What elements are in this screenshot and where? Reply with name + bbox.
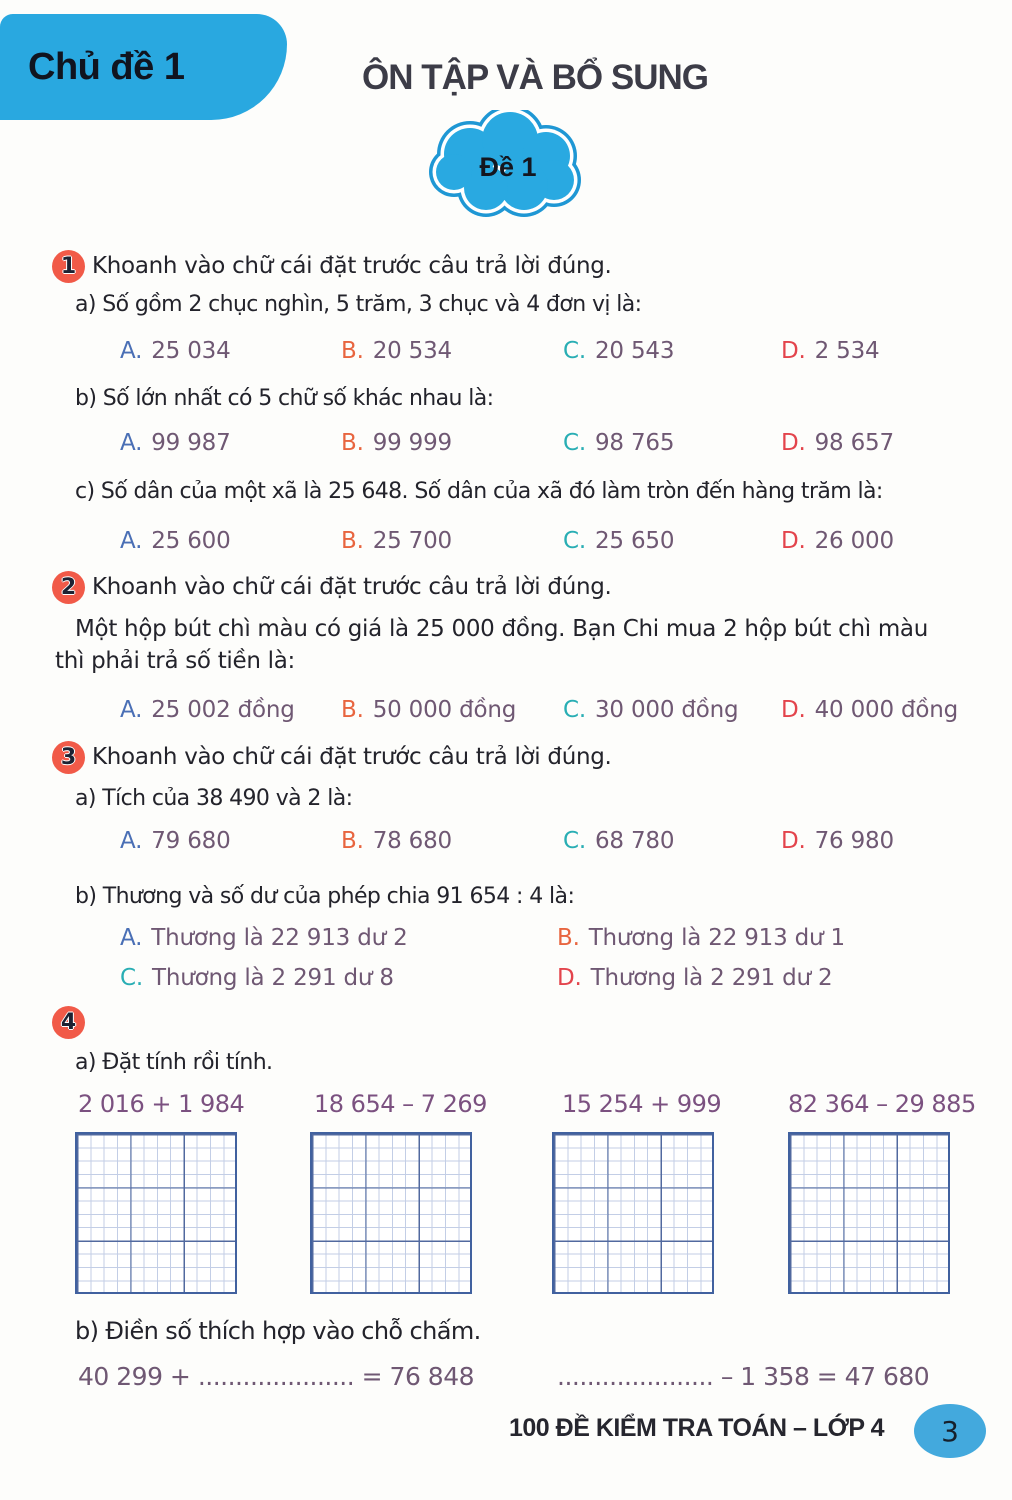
option-d bbox=[557, 965, 832, 991]
option-a bbox=[120, 528, 231, 554]
question-4a bbox=[0, 1050, 1012, 1086]
question-2-number-badge: 2 bbox=[52, 571, 85, 604]
option-value: 25 002 đồng bbox=[151, 697, 295, 723]
option-letter: A. bbox=[120, 925, 143, 951]
option-letter: C. bbox=[120, 965, 143, 991]
question-3-number-badge: 3 bbox=[52, 741, 85, 774]
option-value: 20 543 bbox=[594, 338, 675, 364]
option-a bbox=[120, 430, 231, 456]
option-value: 76 980 bbox=[814, 828, 894, 854]
question-1-header bbox=[0, 250, 1012, 286]
option-letter: D. bbox=[781, 430, 806, 456]
option-a bbox=[120, 828, 231, 854]
question-1-prompt: Khoanh vào chữ cái đặt trước câu trả lời đúng. bbox=[92, 253, 612, 279]
question-1a bbox=[0, 292, 1012, 328]
footer-book-title: 100 ĐỀ KIỂM TRA TOÁN – LỚP 4 bbox=[508, 1414, 884, 1442]
option-letter: A. bbox=[120, 430, 143, 456]
page-number-badge: 3 bbox=[914, 1404, 986, 1458]
option-value: 98 765 bbox=[594, 430, 675, 456]
option-letter: D. bbox=[781, 828, 806, 854]
option-value: 2 534 bbox=[814, 338, 880, 364]
option-a bbox=[120, 697, 295, 723]
option-letter: B. bbox=[557, 925, 580, 951]
option-c bbox=[120, 965, 394, 991]
option-letter: D. bbox=[781, 697, 806, 723]
option-c bbox=[563, 828, 674, 854]
calc-grid bbox=[552, 1132, 714, 1294]
option-d bbox=[781, 697, 958, 723]
question-2-body-line1 bbox=[0, 616, 1012, 652]
option-letter: A. bbox=[120, 338, 143, 364]
question-3-prompt: Khoanh vào chữ cái đặt trước câu trả lời đúng. bbox=[92, 744, 612, 770]
question-text: Một hộp bút chì màu có giá là 25 000 đồng. Bạn Chi mua 2 hộp bút chì màu bbox=[75, 616, 928, 642]
option-b bbox=[341, 528, 452, 554]
option-value: Thương là 22 913 dư 1 bbox=[588, 925, 845, 951]
option-letter: D. bbox=[781, 338, 806, 364]
question-4-header bbox=[0, 1006, 1012, 1042]
question-4b bbox=[0, 1317, 1012, 1353]
option-value: Thương là 2 291 dư 8 bbox=[151, 965, 394, 991]
fill-blank-equation: ..................... – 1 358 = 47 680 bbox=[557, 1362, 930, 1391]
question-2-options bbox=[0, 697, 1012, 733]
option-c bbox=[563, 528, 674, 554]
question-2-body-line2 bbox=[0, 648, 1012, 684]
question-3a-options bbox=[0, 828, 1012, 864]
option-letter: C. bbox=[563, 697, 586, 723]
question-3a bbox=[0, 786, 1012, 822]
question-1c bbox=[0, 479, 1012, 515]
option-d bbox=[781, 528, 894, 554]
option-a bbox=[120, 925, 408, 951]
calc-expression: 82 364 – 29 885 bbox=[788, 1090, 976, 1118]
exam-title-cloud bbox=[428, 110, 588, 220]
page-title: ÔN TẬP VÀ BỔ SUNG bbox=[361, 58, 708, 97]
question-3-header bbox=[0, 741, 1012, 777]
question-4-number-badge: 4 bbox=[52, 1006, 85, 1039]
question-4b-fills bbox=[0, 1362, 1012, 1398]
option-value: 79 680 bbox=[151, 828, 231, 854]
question-1c-options bbox=[0, 528, 1012, 564]
option-value: 98 657 bbox=[814, 430, 894, 456]
option-a bbox=[120, 338, 231, 364]
exam-title: Đề 1 bbox=[479, 152, 537, 182]
option-value: 40 000 đồng bbox=[814, 697, 959, 723]
option-letter: B. bbox=[341, 430, 364, 456]
question-1b bbox=[0, 386, 1012, 422]
option-value: 25 600 bbox=[151, 528, 231, 554]
calc-expression: 18 654 – 7 269 bbox=[314, 1090, 487, 1118]
option-letter: B. bbox=[341, 338, 364, 364]
part-label: b) Số lớn nhất có 5 chữ số khác nhau là: bbox=[75, 386, 494, 411]
option-letter: B. bbox=[341, 697, 364, 723]
question-2-prompt: Khoanh vào chữ cái đặt trước câu trả lời đúng. bbox=[92, 574, 612, 600]
option-letter: B. bbox=[341, 528, 364, 554]
option-value: 25 034 bbox=[151, 338, 231, 364]
option-b bbox=[341, 338, 452, 364]
chapter-badge-label: Chủ đề 1 bbox=[28, 45, 185, 88]
part-label: a) Tích của 38 490 và 2 là: bbox=[75, 786, 353, 811]
option-letter: A. bbox=[120, 528, 143, 554]
option-d bbox=[781, 338, 879, 364]
option-b bbox=[557, 925, 845, 951]
question-1b-options bbox=[0, 430, 1012, 466]
question-3b bbox=[0, 884, 1012, 920]
option-value: 20 534 bbox=[372, 338, 452, 364]
option-value: 50 000 đồng bbox=[372, 697, 517, 723]
option-value: 99 999 bbox=[372, 430, 452, 456]
part-label: b) Thương và số dư của phép chia 91 654 : 4 là: bbox=[75, 884, 575, 909]
option-d bbox=[781, 828, 894, 854]
option-c bbox=[563, 430, 674, 456]
option-value: 25 700 bbox=[372, 528, 452, 554]
calc-grid bbox=[310, 1132, 472, 1294]
option-letter: A. bbox=[120, 697, 143, 723]
option-c bbox=[563, 338, 674, 364]
option-letter: A. bbox=[120, 828, 143, 854]
option-letter: D. bbox=[781, 528, 806, 554]
option-value: 25 650 bbox=[594, 528, 675, 554]
option-letter: C. bbox=[563, 338, 586, 364]
option-letter: C. bbox=[563, 528, 586, 554]
option-value: 30 000 đồng bbox=[594, 697, 739, 723]
option-value: 68 780 bbox=[594, 828, 675, 854]
option-b bbox=[341, 697, 516, 723]
calc-expression: 15 254 + 999 bbox=[562, 1090, 722, 1118]
option-value: 26 000 bbox=[814, 528, 894, 554]
option-letter: C. bbox=[563, 828, 586, 854]
fill-blank-equation: 40 299 + ..................... = 76 848 bbox=[78, 1362, 475, 1391]
part-label: b) Điền số thích hợp vào chỗ chấm. bbox=[75, 1317, 481, 1345]
question-4a-expressions bbox=[0, 1090, 1012, 1126]
question-2-header bbox=[0, 571, 1012, 607]
calc-expression: 2 016 + 1 984 bbox=[78, 1090, 245, 1118]
question-text: thì phải trả số tiền là: bbox=[55, 648, 295, 674]
option-c bbox=[563, 697, 738, 723]
option-value: 99 987 bbox=[151, 430, 231, 456]
part-label: c) Số dân của một xã là 25 648. Số dân của xã đó làm tròn đến hàng trăm là: bbox=[75, 479, 883, 504]
question-1-number-badge: 1 bbox=[52, 250, 85, 283]
question-3b-options-row2 bbox=[0, 965, 1012, 1001]
option-value: 78 680 bbox=[372, 828, 452, 854]
option-value: Thương là 22 913 dư 2 bbox=[151, 925, 408, 951]
option-value: Thương là 2 291 dư 2 bbox=[590, 965, 833, 991]
option-d bbox=[781, 430, 894, 456]
question-4a-grids bbox=[0, 1132, 1012, 1294]
question-1a-options bbox=[0, 338, 1012, 374]
option-letter: D. bbox=[557, 965, 582, 991]
calc-grid bbox=[75, 1132, 237, 1294]
option-letter: B. bbox=[341, 828, 364, 854]
part-label: a) Số gồm 2 chục nghìn, 5 trăm, 3 chục và 4 đơn vị là: bbox=[75, 292, 642, 317]
option-b bbox=[341, 828, 452, 854]
option-b bbox=[341, 430, 452, 456]
option-letter: C. bbox=[563, 430, 586, 456]
part-label: a) Đặt tính rồi tính. bbox=[75, 1050, 273, 1075]
question-3b-options-row1 bbox=[0, 925, 1012, 961]
calc-grid bbox=[788, 1132, 950, 1294]
